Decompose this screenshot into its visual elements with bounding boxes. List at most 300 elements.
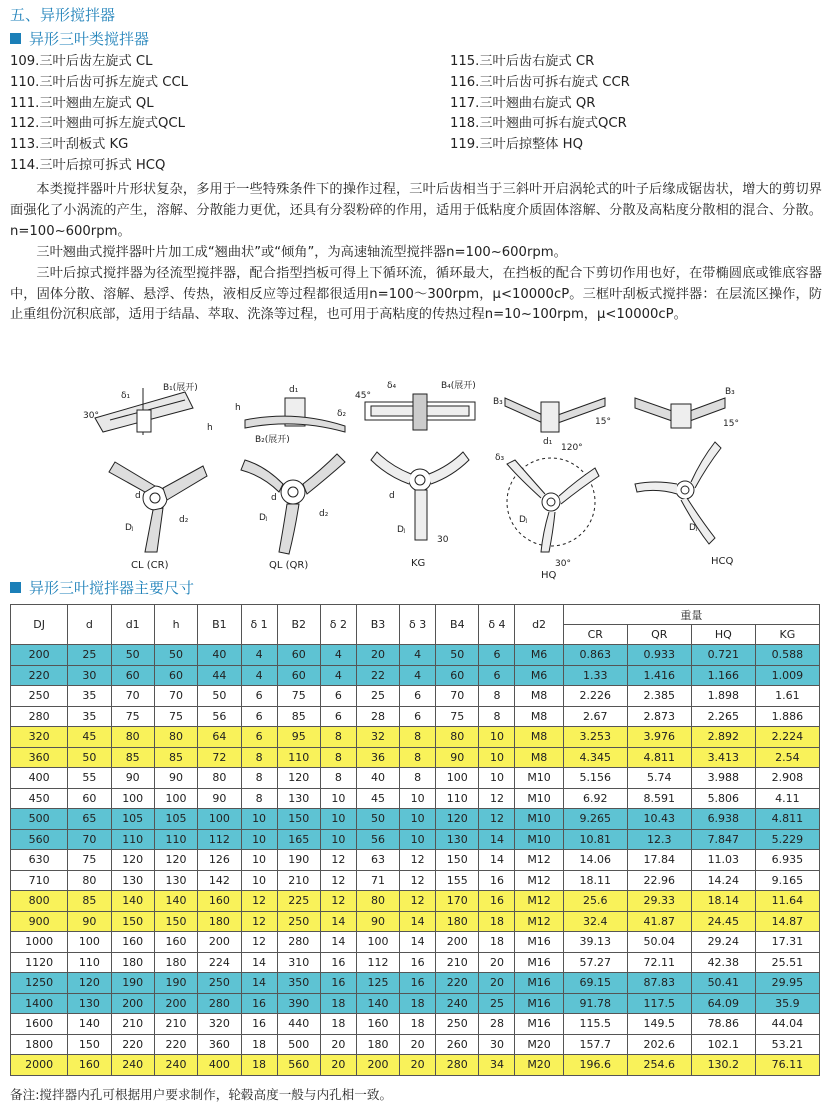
model-list-left — [10, 52, 188, 177]
dimension-label: B₁(展开) — [163, 383, 198, 393]
column-header: d2 — [515, 605, 563, 645]
dimension-label: B₄(展开) — [441, 381, 476, 391]
table-title — [10, 577, 194, 598]
table-cell: 1120 — [11, 952, 68, 973]
table-cell: 18 — [320, 1014, 356, 1035]
dimension-label: Dⱼ — [125, 523, 134, 533]
table-cell: M12 — [515, 850, 563, 871]
dimension-label: d — [271, 493, 277, 503]
table-cell: 56 — [356, 829, 399, 850]
dimension-label: Dⱼ — [689, 523, 698, 533]
table-cell: 160 — [68, 1055, 111, 1076]
table-cell: 110 — [154, 829, 197, 850]
table-cell: 70 — [154, 686, 197, 707]
table-cell: 210 — [277, 870, 320, 891]
table-cell: 2.54 — [755, 747, 819, 768]
table-cell: 14 — [400, 932, 436, 953]
table-cell: 64 — [198, 727, 241, 748]
table-cell: 80 — [154, 727, 197, 748]
table-cell: 5.156 — [563, 768, 627, 789]
table-cell: M6 — [515, 645, 563, 666]
table-row — [11, 1014, 820, 1035]
table-cell: 3.988 — [691, 768, 755, 789]
table-cell: 35 — [68, 686, 111, 707]
table-row — [11, 870, 820, 891]
table-cell: 6 — [479, 645, 515, 666]
table-cell: 91.78 — [563, 993, 627, 1014]
table-cell: 50 — [154, 645, 197, 666]
table-cell: 130 — [277, 788, 320, 809]
table-cell: 250 — [198, 973, 241, 994]
table-cell: 50 — [198, 686, 241, 707]
table-cell: 250 — [277, 911, 320, 932]
table-cell: 1.61 — [755, 686, 819, 707]
table-cell: 12 — [320, 891, 356, 912]
model-item: 114.三叶后掠可拆式 HCQ — [10, 157, 166, 173]
table-cell: 8 — [400, 768, 436, 789]
table-cell: 63 — [356, 850, 399, 871]
table-cell: 2.265 — [691, 706, 755, 727]
table-cell: 6 — [320, 686, 356, 707]
table-cell: 30 — [68, 665, 111, 686]
table-cell: 125 — [356, 973, 399, 994]
table-cell: 190 — [154, 973, 197, 994]
table-cell: 6 — [241, 727, 277, 748]
table-cell: 16 — [241, 1014, 277, 1035]
table-cell: 6 — [320, 706, 356, 727]
table-cell: 110 — [111, 829, 154, 850]
model-item: 119.三叶后掠整体 HQ — [450, 137, 583, 153]
table-cell: 4.345 — [563, 747, 627, 768]
angle-label: 30° — [83, 411, 99, 421]
table-cell: 150 — [436, 850, 479, 871]
table-cell: 10 — [241, 829, 277, 850]
table-cell: 130 — [436, 829, 479, 850]
table-cell: 6 — [479, 665, 515, 686]
table-cell: 85 — [111, 747, 154, 768]
table-cell: 16 — [479, 870, 515, 891]
table-cell: 9.165 — [755, 870, 819, 891]
table-cell: 10 — [241, 809, 277, 830]
table-header-row — [11, 605, 820, 625]
table-cell: 8 — [241, 747, 277, 768]
table-cell: 2.67 — [563, 706, 627, 727]
table-cell: 196.6 — [563, 1055, 627, 1076]
table-cell: 20 — [479, 952, 515, 973]
table-cell: 140 — [154, 891, 197, 912]
table-cell: 28 — [479, 1014, 515, 1035]
table-cell: 12 — [400, 891, 436, 912]
square-bullet-icon — [10, 582, 21, 593]
table-cell: 200 — [198, 932, 241, 953]
table-cell: 69.15 — [563, 973, 627, 994]
table-cell: 2000 — [11, 1055, 68, 1076]
cl-side-view — [83, 382, 213, 435]
table-cell: 18 — [400, 993, 436, 1014]
table-cell: 100 — [436, 768, 479, 789]
table-cell: M20 — [515, 1034, 563, 1055]
column-header: B4 — [436, 605, 479, 645]
table-cell: M10 — [515, 768, 563, 789]
table-cell: 24.45 — [691, 911, 755, 932]
section-title: 五、异形搅拌器 — [10, 6, 116, 24]
table-cell: 240 — [111, 1055, 154, 1076]
table-cell: 8.591 — [627, 788, 691, 809]
table-cell: 200 — [111, 993, 154, 1014]
angle-label: 30° — [555, 559, 571, 569]
table-cell: 710 — [11, 870, 68, 891]
table-cell: 12 — [479, 809, 515, 830]
table-cell: 4.11 — [755, 788, 819, 809]
table-cell: 210 — [111, 1014, 154, 1035]
table-cell: 22.96 — [627, 870, 691, 891]
table-cell: 50.04 — [627, 932, 691, 953]
table-cell: 8 — [320, 747, 356, 768]
table-cell: 142 — [198, 870, 241, 891]
table-cell: 14 — [479, 829, 515, 850]
table-cell: 50 — [111, 645, 154, 666]
table-cell: 90 — [154, 768, 197, 789]
model-item: 117.三叶翘曲右旋式 QR — [450, 95, 596, 111]
table-cell: 35.9 — [755, 993, 819, 1014]
column-header: d1 — [111, 605, 154, 645]
table-cell: 22 — [356, 665, 399, 686]
table-cell: 155 — [436, 870, 479, 891]
table-cell: 10 — [320, 829, 356, 850]
table-cell: 10.81 — [563, 829, 627, 850]
table-cell: 18.14 — [691, 891, 755, 912]
table-row — [11, 850, 820, 871]
table-cell: 10 — [479, 727, 515, 748]
table-cell: 18 — [400, 1014, 436, 1035]
table-cell: 12.3 — [627, 829, 691, 850]
column-header: B1 — [198, 605, 241, 645]
table-cell: 3.413 — [691, 747, 755, 768]
table-cell: 10 — [241, 850, 277, 871]
table-cell: 18 — [479, 932, 515, 953]
table-cell: 1000 — [11, 932, 68, 953]
column-header: δ 2 — [320, 605, 356, 645]
table-cell: 70 — [111, 686, 154, 707]
table-cell: M8 — [515, 727, 563, 748]
angle-label: 120° — [561, 443, 583, 453]
table-cell: 2.908 — [755, 768, 819, 789]
table-cell: 630 — [11, 850, 68, 871]
table-cell: 224 — [198, 952, 241, 973]
kg-top-view — [371, 452, 469, 569]
table-cell: 4 — [241, 665, 277, 686]
table-cell: 11.64 — [755, 891, 819, 912]
table-row — [11, 911, 820, 932]
table-cell: 6.92 — [563, 788, 627, 809]
model-item: 115.三叶后齿右旋式 CR — [450, 54, 595, 69]
table-cell: 18 — [241, 1055, 277, 1076]
table-cell: 60 — [277, 645, 320, 666]
dimension-label: B₃ — [725, 387, 735, 397]
model-list-right — [450, 52, 630, 156]
dimension-label: δ₂ — [337, 409, 347, 419]
table-cell: 17.31 — [755, 932, 819, 953]
table-cell: 29.33 — [627, 891, 691, 912]
table-cell: 18 — [479, 911, 515, 932]
table-cell: 20 — [320, 1034, 356, 1055]
table-cell: 280 — [436, 1055, 479, 1076]
table-cell: 350 — [277, 973, 320, 994]
table-cell: 360 — [11, 747, 68, 768]
table-cell: 157.7 — [563, 1034, 627, 1055]
ql-side-view — [235, 385, 347, 445]
figure-caption-ql: QL (QR) — [269, 560, 309, 571]
table-cell: 34 — [479, 1055, 515, 1076]
table-cell: 14.06 — [563, 850, 627, 871]
table-cell: 28 — [356, 706, 399, 727]
table-cell: 120 — [436, 809, 479, 830]
table-cell: 10 — [320, 788, 356, 809]
table-cell: 0.588 — [755, 645, 819, 666]
table-cell: 60 — [68, 788, 111, 809]
table-row — [11, 829, 820, 850]
table-cell: 320 — [11, 727, 68, 748]
table-cell: 8 — [320, 727, 356, 748]
table-cell: 12 — [400, 850, 436, 871]
square-bullet-icon — [10, 33, 21, 44]
table-cell: 140 — [356, 993, 399, 1014]
table-cell: 8 — [400, 747, 436, 768]
table-cell: M8 — [515, 706, 563, 727]
table-cell: 90 — [111, 768, 154, 789]
table-cell: 39.13 — [563, 932, 627, 953]
table-cell: 90 — [436, 747, 479, 768]
table-cell: 1400 — [11, 993, 68, 1014]
table-cell: 11.03 — [691, 850, 755, 871]
table-cell: 6 — [400, 686, 436, 707]
table-cell: 180 — [111, 952, 154, 973]
table-cell: 4.811 — [627, 747, 691, 768]
table-cell: 500 — [277, 1034, 320, 1055]
angle-label: 15° — [723, 419, 739, 429]
table-cell: 6 — [241, 706, 277, 727]
table-cell: 160 — [356, 1014, 399, 1035]
column-header: B2 — [277, 605, 320, 645]
table-row — [11, 932, 820, 953]
table-cell: 16 — [400, 973, 436, 994]
table-cell: 220 — [111, 1034, 154, 1055]
table-cell: 85 — [154, 747, 197, 768]
table-cell: 36 — [356, 747, 399, 768]
dimension-label: h — [207, 423, 213, 433]
table-cell: 0.863 — [563, 645, 627, 666]
table-cell: 6 — [241, 686, 277, 707]
table-cell: 115.5 — [563, 1014, 627, 1035]
table-cell: 0.933 — [627, 645, 691, 666]
table-row — [11, 788, 820, 809]
table-row — [11, 747, 820, 768]
table-cell: 202.6 — [627, 1034, 691, 1055]
hcq-side-view — [635, 387, 739, 429]
table-cell: 25 — [68, 645, 111, 666]
table-cell: 25.51 — [755, 952, 819, 973]
table-cell: 200 — [356, 1055, 399, 1076]
table-cell: 12 — [400, 870, 436, 891]
table-cell: 102.1 — [691, 1034, 755, 1055]
table-cell: 8 — [479, 706, 515, 727]
table-cell: 85 — [277, 706, 320, 727]
table-cell: 8 — [400, 727, 436, 748]
table-cell: 126 — [198, 850, 241, 871]
dimension-label: d — [389, 491, 395, 501]
table-cell: 2.226 — [563, 686, 627, 707]
table-row — [11, 952, 820, 973]
table-cell: 50 — [436, 645, 479, 666]
table-cell: 100 — [68, 932, 111, 953]
table-cell: 100 — [111, 788, 154, 809]
footnote: 备注:搅拌器内孔可根据用户要求制作，轮毂高度一般与内孔相一致。 — [10, 1087, 393, 1102]
column-header: KG — [755, 625, 819, 645]
table-cell: 210 — [436, 952, 479, 973]
table-cell: M10 — [515, 809, 563, 830]
table-cell: 75 — [277, 686, 320, 707]
table-cell: 0.721 — [691, 645, 755, 666]
table-cell: 220 — [154, 1034, 197, 1055]
table-cell: 44 — [198, 665, 241, 686]
table-row — [11, 809, 820, 830]
dimension-label: d₂ — [319, 509, 329, 519]
table-cell: M12 — [515, 870, 563, 891]
table-row — [11, 993, 820, 1014]
table-cell: 14 — [479, 850, 515, 871]
table-cell: 12 — [241, 891, 277, 912]
table-cell: 190 — [277, 850, 320, 871]
table-cell: 64.09 — [691, 993, 755, 1014]
table-cell: 180 — [198, 911, 241, 932]
table-cell: 50 — [356, 809, 399, 830]
table-cell: 100 — [356, 932, 399, 953]
table-cell: 160 — [111, 932, 154, 953]
table-cell: 12 — [479, 788, 515, 809]
table-cell: 8 — [241, 788, 277, 809]
table-cell: 75 — [68, 850, 111, 871]
table-cell: 1.166 — [691, 665, 755, 686]
table-cell: 12 — [320, 870, 356, 891]
table-cell: 110 — [436, 788, 479, 809]
table-cell: 25 — [479, 993, 515, 1014]
table-cell: 130 — [68, 993, 111, 1014]
table-cell: 32.4 — [563, 911, 627, 932]
table-cell: 53.21 — [755, 1034, 819, 1055]
dimension-label: Dⱼ — [519, 515, 528, 525]
table-cell: 280 — [277, 932, 320, 953]
table-cell: M16 — [515, 952, 563, 973]
table-cell: 7.847 — [691, 829, 755, 850]
table-cell: 220 — [436, 973, 479, 994]
column-header: HQ — [691, 625, 755, 645]
table-cell: 225 — [277, 891, 320, 912]
table-row — [11, 973, 820, 994]
table-cell: 10 — [479, 747, 515, 768]
table-cell: 280 — [11, 706, 68, 727]
table-cell: 165 — [277, 829, 320, 850]
table-row — [11, 768, 820, 789]
table-cell: 1250 — [11, 973, 68, 994]
table-cell: 3.253 — [563, 727, 627, 748]
table-cell: 45 — [356, 788, 399, 809]
dimension-label: Dⱼ — [259, 513, 268, 523]
table-cell: 560 — [277, 1055, 320, 1076]
table-cell: 95 — [277, 727, 320, 748]
table-cell: 130 — [111, 870, 154, 891]
table-cell: 16 — [241, 993, 277, 1014]
table-cell: 190 — [111, 973, 154, 994]
table-cell: 12 — [241, 932, 277, 953]
table-cell: 6 — [400, 706, 436, 727]
table-cell: 260 — [436, 1034, 479, 1055]
table-cell: M12 — [515, 891, 563, 912]
table-cell: 20 — [479, 973, 515, 994]
table-cell: 80 — [356, 891, 399, 912]
table-cell: 75 — [154, 706, 197, 727]
table-cell: 105 — [111, 809, 154, 830]
figure-caption-hq: HQ — [541, 570, 557, 580]
table-cell: M16 — [515, 932, 563, 953]
dimension-label: B₂(展开) — [255, 435, 290, 445]
table-cell: 5.806 — [691, 788, 755, 809]
subsection-title-text: 异形三叶类搅拌器 — [29, 30, 150, 48]
table-cell: 70 — [436, 686, 479, 707]
table-cell: 110 — [68, 952, 111, 973]
table-cell: 90 — [356, 911, 399, 932]
table-cell: 50.41 — [691, 973, 755, 994]
table-cell: 310 — [277, 952, 320, 973]
table-cell: 1.416 — [627, 665, 691, 686]
table-cell: 75 — [111, 706, 154, 727]
table-cell: 800 — [11, 891, 68, 912]
table-cell: 70 — [68, 829, 111, 850]
table-cell: 100 — [198, 809, 241, 830]
table-cell: 440 — [277, 1014, 320, 1035]
table-cell: 1600 — [11, 1014, 68, 1035]
description — [10, 180, 822, 326]
table-cell: 140 — [111, 891, 154, 912]
table-row — [11, 891, 820, 912]
table-row — [11, 1034, 820, 1055]
model-item: 116.三叶后齿可拆右旋式 CCR — [450, 74, 630, 90]
table-cell: 2.224 — [755, 727, 819, 748]
table-cell: 560 — [11, 829, 68, 850]
table-cell: 4 — [320, 645, 356, 666]
table-cell: 29.24 — [691, 932, 755, 953]
table-cell: 5.74 — [627, 768, 691, 789]
table-cell: M20 — [515, 1055, 563, 1076]
table-cell: 85 — [68, 891, 111, 912]
table-cell: 240 — [436, 993, 479, 1014]
table-cell: 10 — [400, 829, 436, 850]
table-cell: 1800 — [11, 1034, 68, 1055]
table-cell: 149.5 — [627, 1014, 691, 1035]
angle-label: 45° — [355, 391, 371, 401]
agitator-drawings — [75, 380, 755, 580]
table-cell: 20 — [400, 1055, 436, 1076]
table-cell: 8 — [241, 768, 277, 789]
dimension-label: Dⱼ — [397, 525, 406, 535]
table-cell: 220 — [11, 665, 68, 686]
table-cell: 90 — [68, 911, 111, 932]
subsection-title — [10, 28, 149, 49]
dimension-label: 30 — [437, 535, 449, 545]
table-cell: 400 — [11, 768, 68, 789]
table-cell: 120 — [68, 973, 111, 994]
table-cell: 35 — [68, 706, 111, 727]
table-cell: 210 — [154, 1014, 197, 1035]
